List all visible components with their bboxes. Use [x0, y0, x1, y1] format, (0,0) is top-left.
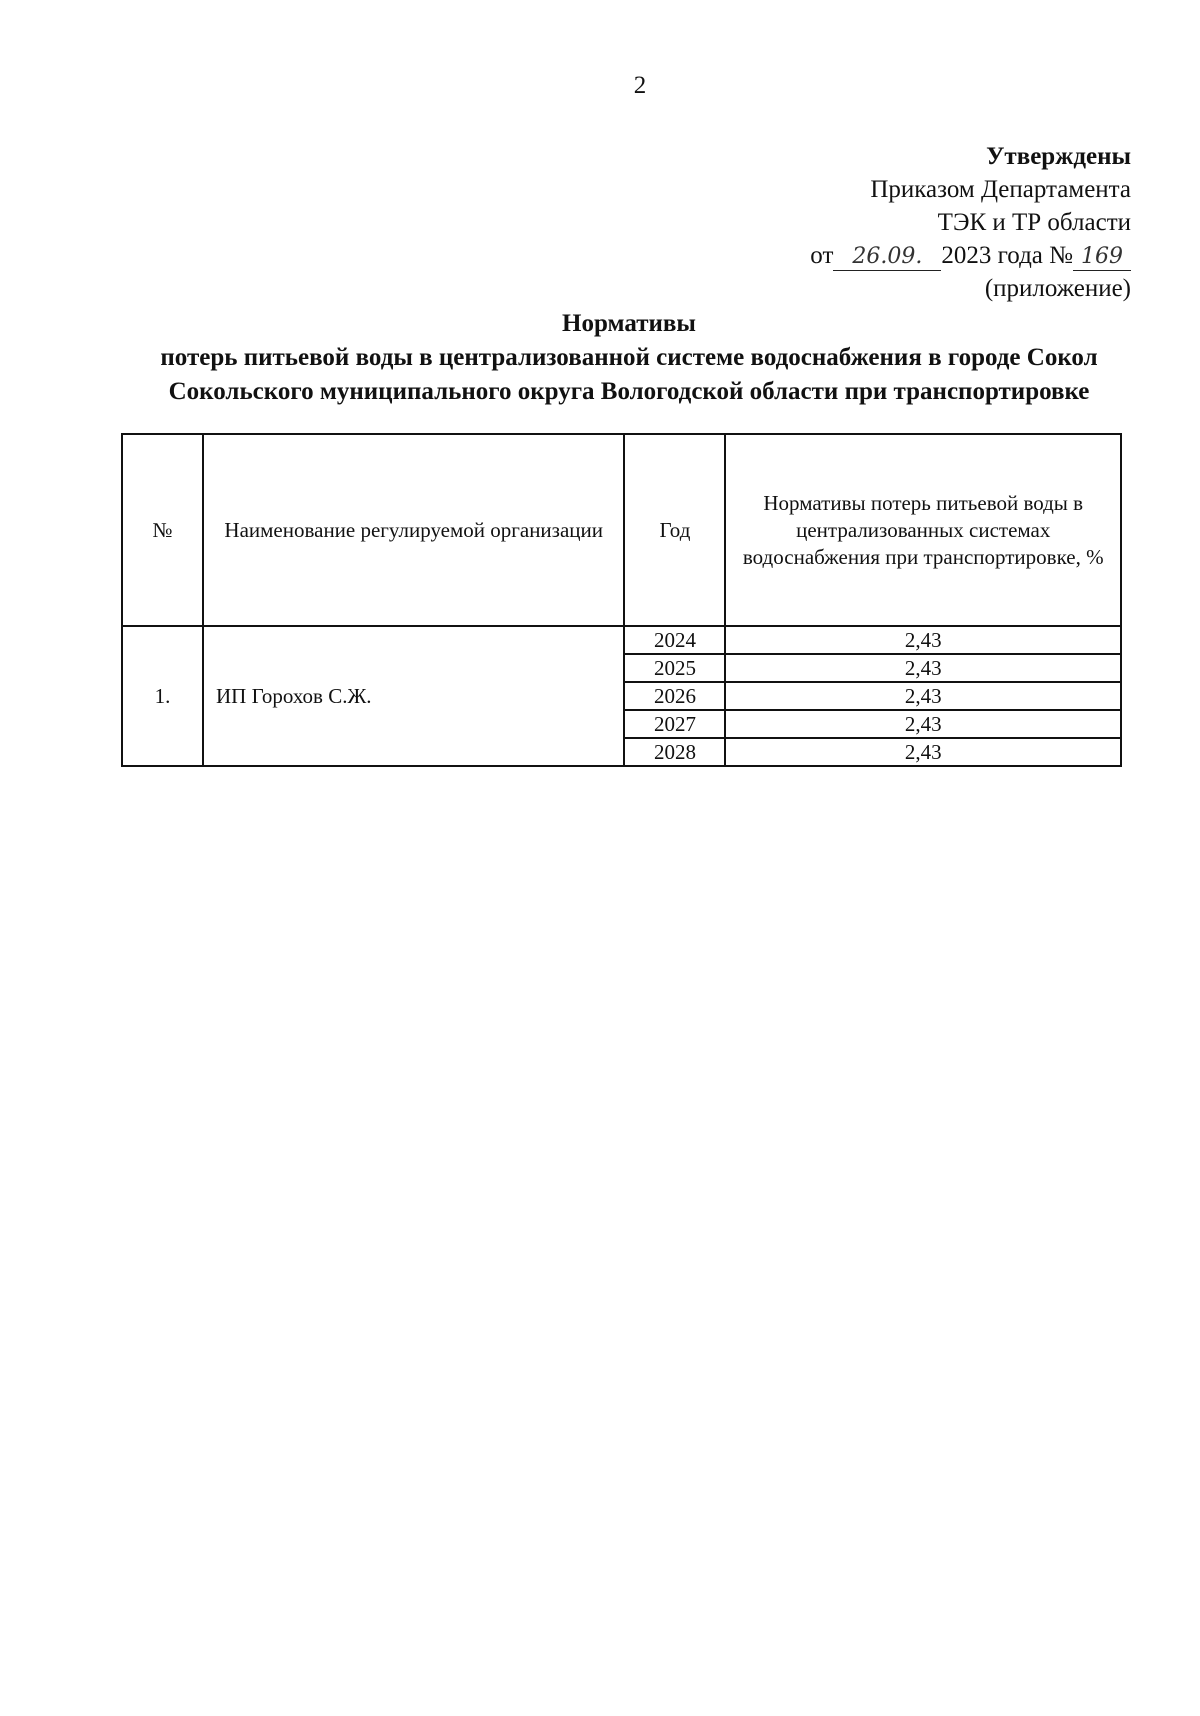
- approval-line-department: Приказом Департамента: [870, 176, 1131, 203]
- handwritten-date: 26.09.: [833, 244, 941, 271]
- value-cell: 2,43: [725, 738, 1121, 766]
- document-heading: [122, 307, 1136, 409]
- year-cell: 2028: [624, 738, 725, 766]
- appendix-label: (приложение): [984, 275, 1131, 302]
- header-year: Год: [624, 434, 725, 626]
- heading-subtitle: потерь питьевой воды в централизованной системе водоснабжения в городе Сокол Сокольского муниципального округа Вологодской области при транспортировке: [160, 344, 1098, 405]
- year-cell: 2025: [624, 654, 725, 682]
- table-header-row: [122, 434, 1121, 626]
- header-org: [203, 434, 624, 626]
- value-cell: 2,43: [725, 682, 1121, 710]
- year-cell: 2026: [624, 682, 725, 710]
- year-cell: 2027: [624, 710, 725, 738]
- year-cell: 2024: [624, 626, 725, 654]
- approval-date-line: [810, 239, 1131, 272]
- value-cell: 2,43: [725, 710, 1121, 738]
- approval-block: [810, 140, 1131, 305]
- header-org-text: Наименование регулируемой организации: [224, 517, 604, 542]
- header-norm-text: Нормативы потерь питьевой воды в централизованных системах водоснабжения при транспортировке, %: [742, 490, 1104, 569]
- value-cell: 2,43: [725, 654, 1121, 682]
- handwritten-number: 169: [1073, 244, 1131, 271]
- row-org: ИП Горохов С.Ж.: [203, 626, 624, 766]
- heading-title: Нормативы: [562, 310, 696, 337]
- page-number: 2: [633, 72, 647, 99]
- value-cell: 2,43: [725, 626, 1121, 654]
- approval-line-region: ТЭК и ТР области: [937, 209, 1131, 236]
- date-year-text: 2023 года №: [941, 242, 1073, 269]
- table-row: [122, 626, 1121, 654]
- norms-table: [121, 433, 1122, 767]
- date-prefix: от: [810, 242, 834, 269]
- approved-label: Утверждены: [986, 143, 1131, 170]
- header-norm: [725, 434, 1121, 626]
- header-num: №: [122, 434, 203, 626]
- row-num: 1.: [122, 626, 203, 766]
